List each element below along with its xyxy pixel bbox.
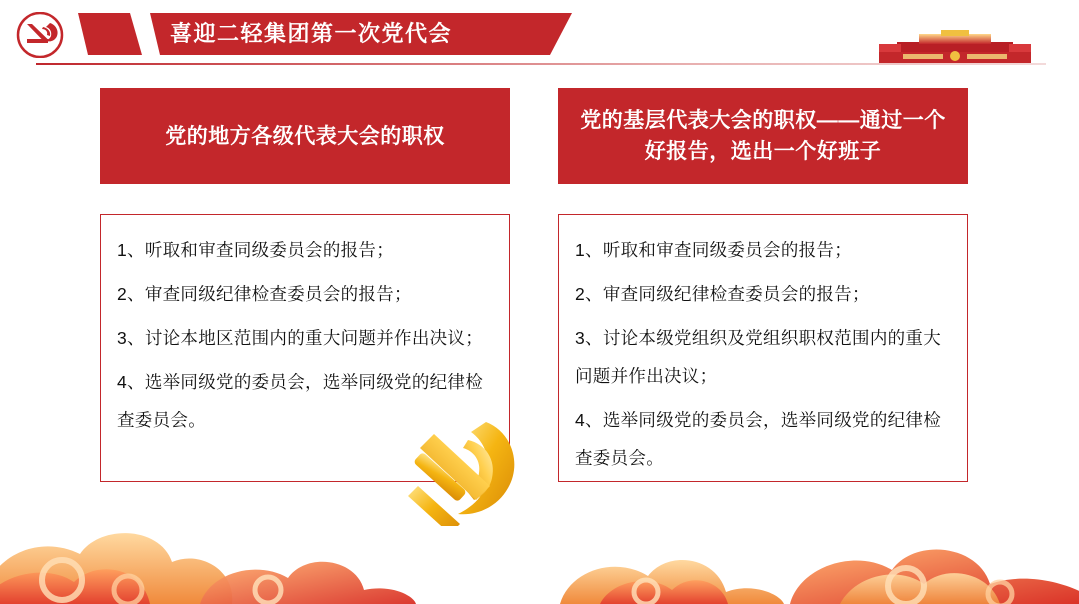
column-right-body: [558, 214, 968, 482]
column-right: [558, 88, 968, 482]
tiananmen-icon: [879, 30, 1031, 64]
list-item: 4、选举同级党的委员会，选举同级党的纪律检查委员会。: [117, 372, 484, 430]
list-item: 3、讨论本级党组织及党组织职权范围内的重大问题并作出决议；: [575, 328, 942, 386]
list-item: 1、听取和审查同级委员会的报告；: [575, 240, 853, 260]
list-item: 4、选举同级党的委员会，选举同级党的纪律检查委员会。: [575, 410, 942, 468]
column-right-heading-text: 党的基层代表大会的职权——通过一个好报告，选出一个好班子: [580, 109, 946, 163]
list-item: 2、审查同级纪律检查委员会的报告；: [117, 284, 412, 304]
party-emblem-icon: [14, 12, 66, 58]
column-left-heading: [100, 88, 510, 184]
list-item: 3、讨论本地区范围内的重大问题并作出决议；: [117, 328, 484, 348]
list-item: 2、审查同级纪律检查委员会的报告；: [575, 284, 870, 304]
slide-header: [0, 0, 1079, 72]
header-divider: [36, 63, 1046, 65]
page-title: 喜迎二轻集团第一次党代会: [170, 21, 453, 46]
banner-left-chevron: [78, 13, 142, 55]
list-item: 1、听取和审查同级委员会的报告；: [117, 240, 395, 260]
title-banner: [78, 13, 572, 55]
column-right-heading: [558, 88, 968, 184]
hammer-and-sickle-icon: [402, 410, 528, 526]
column-left-heading-text: 党的地方各级代表大会的职权: [165, 124, 445, 148]
